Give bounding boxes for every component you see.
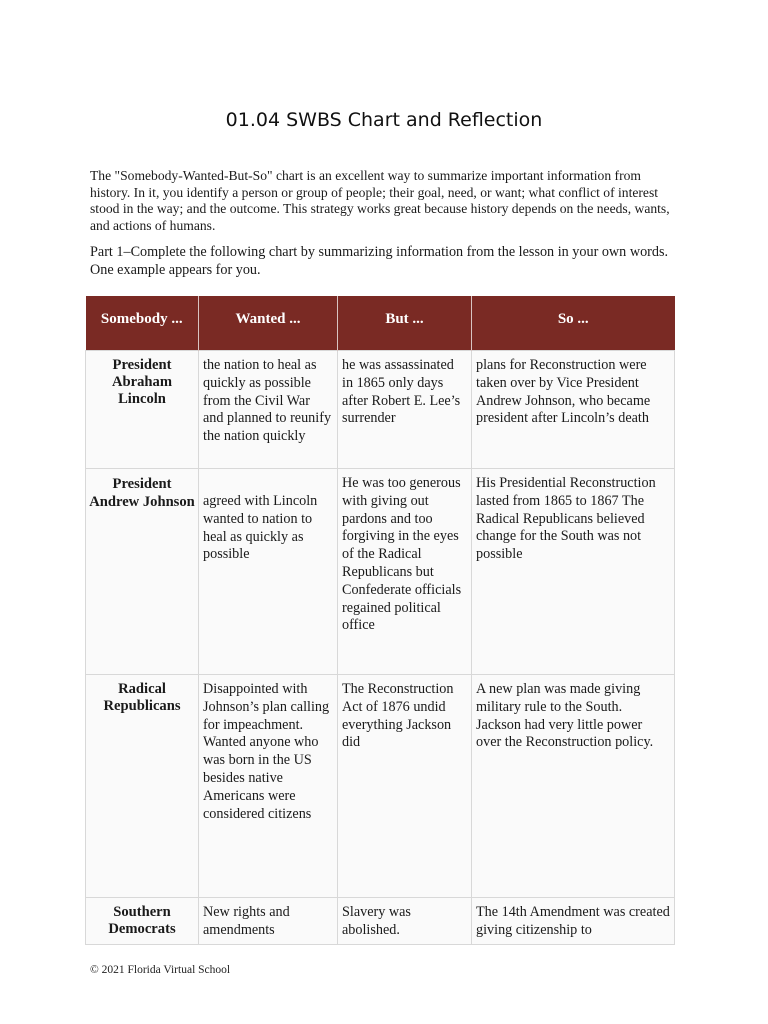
cell-wanted[interactable]: agreed with Lincoln wanted to nation to heal as quickly as possible: [199, 469, 338, 675]
cell-somebody: President Andrew Johnson: [86, 469, 199, 675]
table-row: [86, 675, 675, 898]
cell-wanted: the nation to heal as quickly as possible from the Civil War and planned to reunify the nation quickly: [199, 351, 338, 469]
page-title: 01.04 SWBS Chart and Reflection: [225, 109, 543, 131]
intro-paragraph: The "Somebody-Wanted-But-So" chart is an excellent way to summarize important information from history. In it, you identify a person or group of people; their goal, need, or want; what conflict of interest stood in the way; and the outcome. This strategy works great because history depends on the needs, wants, and actions of humans.: [90, 168, 670, 233]
cell-so[interactable]: The 14th Amendment was created giving citizenship to: [472, 898, 675, 945]
cell-but: he was assassinated in 1865 only days after Robert E. Lee’s surrender: [338, 351, 472, 469]
swbs-chart-table: [85, 296, 675, 945]
header-somebody: Somebody ...: [86, 296, 199, 351]
cell-but[interactable]: Slavery was abolished.: [338, 898, 472, 945]
table-row: [86, 469, 675, 675]
cell-so[interactable]: His Presidential Reconstruction lasted from 1865 to 1867 The Radical Republicans believed change for the South was not possible: [472, 469, 675, 675]
cell-so[interactable]: A new plan was made giving military rule to the South. Jackson had very little power over the Reconstruction policy.: [472, 675, 675, 898]
header-so: So ...: [472, 296, 675, 351]
header-but: But ...: [338, 296, 472, 351]
part1-instructions: Part 1–Complete the following chart by summarizing information from the lesson in your own words. One example appears for you.: [90, 244, 669, 278]
table-row: [86, 898, 675, 945]
cell-but[interactable]: The Reconstruction Act of 1876 undid everything Jackson did: [338, 675, 472, 898]
cell-somebody: Southern Democrats: [86, 898, 199, 945]
table-row: [86, 351, 675, 469]
cell-so: plans for Reconstruction were taken over by Vice President Andrew Johnson, who became president after Lincoln’s death: [472, 351, 675, 469]
cell-somebody: President Abraham Lincoln: [86, 351, 199, 469]
cell-wanted[interactable]: Disappointed with Johnson’s plan calling for impeachment. Wanted anyone who was born in the US besides native Americans were considered citizens: [199, 675, 338, 898]
cell-wanted[interactable]: New rights and amendments: [199, 898, 338, 945]
header-wanted: Wanted ...: [199, 296, 338, 351]
cell-somebody: Radical Republicans: [86, 675, 199, 898]
cell-but[interactable]: He was too generous with giving out pardons and too forgiving in the eyes of the Radical Republicans but Confederate officials regained political office: [338, 469, 472, 675]
table-header-row: [86, 296, 675, 351]
copyright-footer: © 2021 Florida Virtual School: [90, 964, 231, 976]
